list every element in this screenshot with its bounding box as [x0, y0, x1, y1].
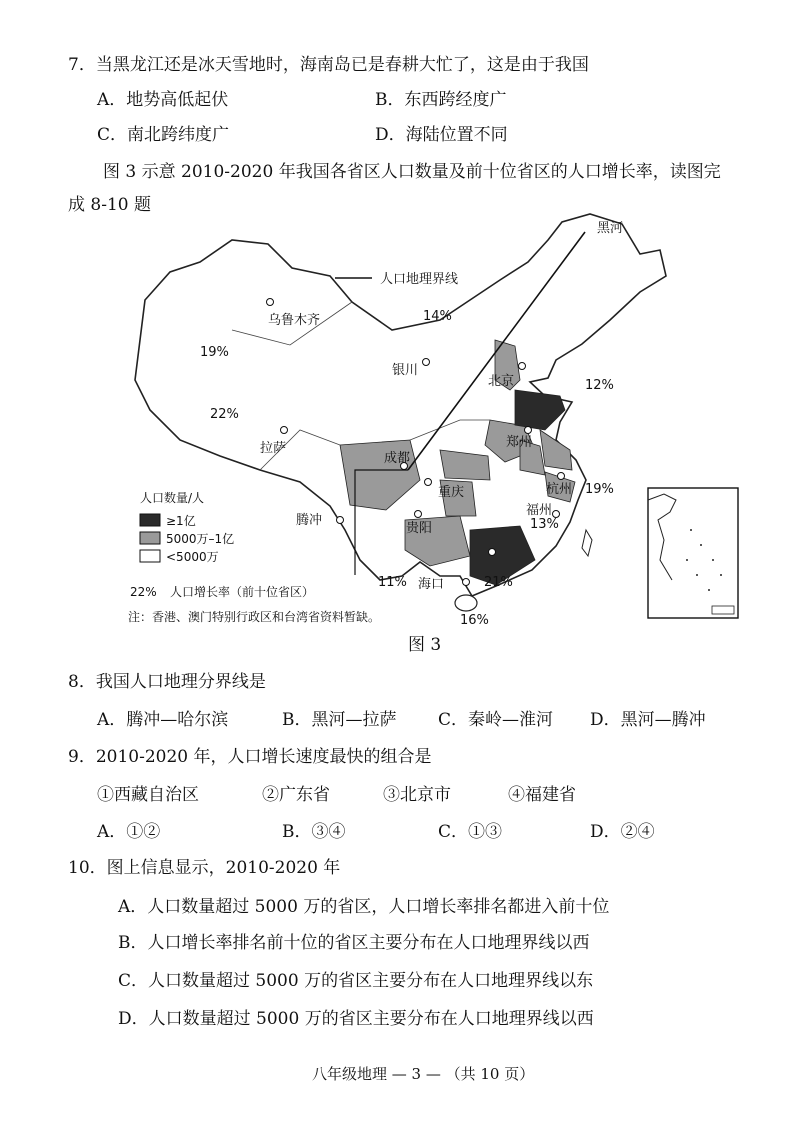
q7-option-b: B．东西跨经度广: [375, 90, 507, 110]
rate-hainan: 16%: [460, 613, 489, 628]
city-label-chengdu: 成都: [384, 451, 411, 466]
rate-tibet: 22%: [210, 407, 239, 422]
map-note: 注：香港、澳门特别行政区和台湾省资料暂缺。: [128, 610, 381, 624]
legend-rate-label: 人口增长率（前十位省区）: [170, 585, 315, 599]
q8-option-c: C．秦岭—淮河: [438, 710, 554, 730]
taiwan-island: [582, 530, 592, 556]
beijing-marker: [519, 363, 526, 370]
city-label-yinchuan: 银川: [392, 363, 419, 378]
haikou-marker: [463, 579, 470, 586]
city-label-guiyang: 贵阳: [406, 521, 433, 536]
q7-option-a: A．地势高低起伏: [97, 90, 229, 110]
q8-option-a: A．腾冲—哈尔滨: [97, 710, 229, 730]
q7-option-c: C．南北跨纬度广: [97, 125, 230, 145]
chongqing-marker: [425, 479, 432, 486]
q9-option-a: A．①②: [97, 822, 161, 842]
page-footer: 八年级地理 — 3 — （共 10 页）: [312, 1065, 535, 1083]
rate-yunnan: 11%: [378, 575, 407, 590]
city-label-tengchong: 腾冲: [296, 513, 323, 528]
rate-fujian: 13%: [530, 517, 559, 532]
urumqi-marker: [267, 299, 274, 306]
legend-rate-sample: 22%: [130, 585, 157, 599]
figure-intro-line1: 图 3 示意 2010-2020 年我国各省区人口数量及前十位省区的人口增长率，读图完: [103, 162, 721, 182]
legend-label-low: <5000万: [166, 550, 219, 564]
legend-swatch-mid: [140, 532, 160, 544]
q7-option-d: D．海陆位置不同: [375, 125, 508, 145]
yinchuan-marker: [423, 359, 430, 366]
lhasa-marker: [281, 427, 288, 434]
city-label-haikou: 海口: [418, 577, 445, 592]
city-label-chongqing: 重庆: [438, 485, 465, 500]
q10-option-b: B．人口增长率排名前十位的省区主要分布在人口地理界线以西: [118, 933, 590, 953]
city-label-beijing: 北京: [488, 374, 515, 389]
city-label-lhasa: 拉萨: [260, 441, 287, 456]
rate-zhejiang: 19%: [585, 482, 614, 497]
figure-intro-line2: 成 8-10 题: [68, 195, 151, 215]
q10-option-a: A．人口数量超过 5000 万的省区，人口增长率排名都进入前十位: [118, 897, 610, 917]
rate-beijing: 12%: [585, 378, 614, 393]
zhengzhou-marker: [525, 427, 532, 434]
legend-title: 人口数量/人: [140, 491, 205, 505]
legend-swatch-high: [140, 514, 160, 526]
legend-label-high: ≥1亿: [166, 514, 196, 528]
legend-label-mid: 5000万–1亿: [166, 532, 235, 546]
q8-option-b: B．黑河—拉萨: [282, 710, 397, 730]
hangzhou-marker: [558, 473, 565, 480]
china-population-map: [110, 210, 750, 640]
q9-option-b: B．③④: [282, 822, 346, 842]
q10-option-d: D．人口数量超过 5000 万的省区主要分布在人口地理界线以西: [118, 1009, 594, 1029]
q9-option-c: C．①③: [438, 822, 503, 842]
city-label-heihe: 黑河: [597, 221, 624, 236]
q10-option-c: C．人口数量超过 5000 万的省区主要分布在人口地理界线以东: [118, 971, 594, 991]
tengchong-marker: [337, 517, 344, 524]
guiyang-marker: [415, 511, 422, 518]
question-10-stem: 10．图上信息显示，2010-2020 年: [68, 858, 341, 878]
boundary-legend-label: 人口地理界线: [380, 272, 459, 287]
q9-item-4: ④福建省: [508, 785, 576, 805]
legend-swatch-low: [140, 550, 160, 562]
q9-item-1: ①西藏自治区: [97, 785, 199, 805]
hainan-island: [455, 595, 477, 611]
city-label-urumqi: 乌鲁木齐: [268, 313, 321, 328]
city-label-zhengzhou: 郑州: [506, 435, 533, 450]
city-label-hangzhou: 杭州: [546, 482, 573, 497]
q9-item-3: ③北京市: [383, 785, 451, 805]
question-7-stem: 7．当黑龙江还是冰天雪地时，海南岛已是春耕大忙了，这是由于我国: [68, 55, 589, 75]
question-9-stem: 9．2010-2020 年，人口增长速度最快的组合是: [68, 747, 432, 767]
q8-option-d: D．黑河—腾冲: [590, 710, 706, 730]
figure-caption: 图 3: [408, 635, 442, 655]
guangzhou-marker: [489, 549, 496, 556]
q9-option-d: D．②④: [590, 822, 655, 842]
city-label-fuzhou: 福州: [526, 503, 553, 518]
rate-ningxia: 14%: [423, 309, 452, 324]
rate-xinjiang: 19%: [200, 345, 229, 360]
rate-guangdong: 21%: [484, 575, 513, 590]
question-8-stem: 8．我国人口地理分界线是: [68, 672, 266, 692]
q9-item-2: ②广东省: [262, 785, 330, 805]
